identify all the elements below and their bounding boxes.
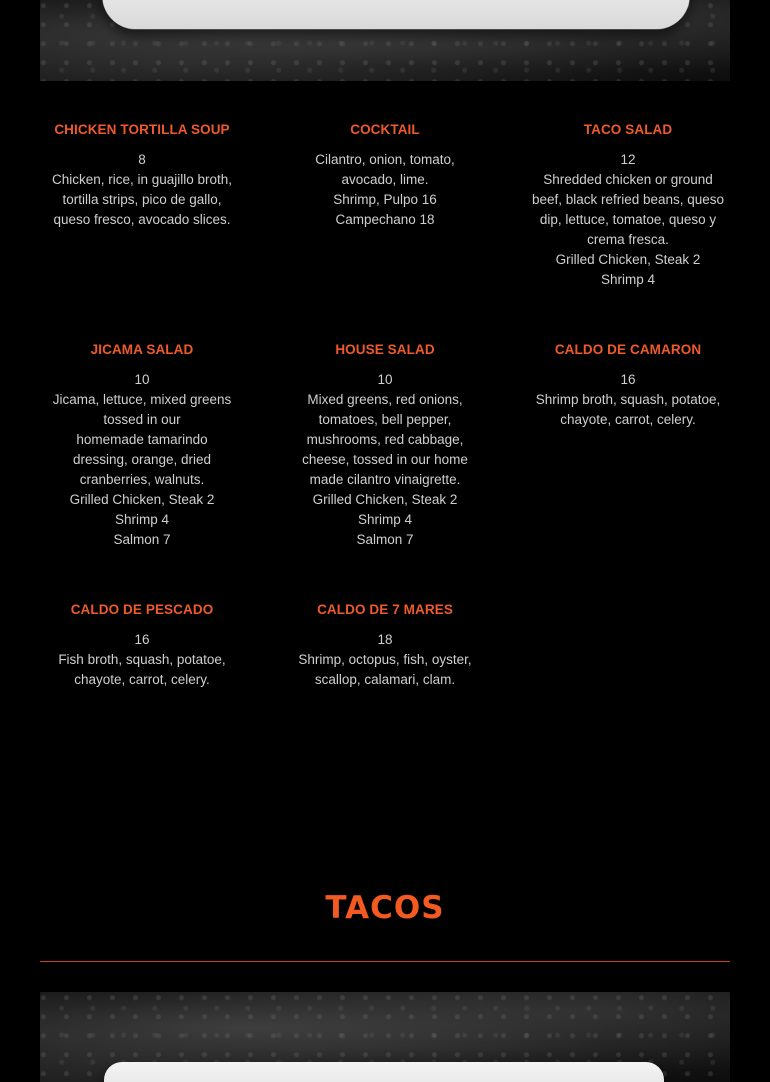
menu-item-title: COCKTAIL	[350, 122, 420, 137]
menu-item-line: Fish broth, squash, potatoe,	[58, 652, 226, 667]
menu-item-price: 18	[377, 632, 393, 647]
menu-item-line: Jicama, lettuce, mixed greens	[52, 392, 232, 407]
menu-item-description	[42, 630, 242, 690]
menu-item-price: 10	[134, 372, 150, 387]
menu-item-line: Mixed greens, red onions,	[307, 392, 463, 407]
menu-item-line: Salmon 7	[356, 532, 414, 547]
menu-item-line: cheese, tossed in our home	[302, 452, 468, 467]
menu-item-title: JICAMA SALAD	[90, 342, 194, 357]
menu-item-chicken-tortilla-soup	[42, 120, 242, 230]
menu-item-line: chayote, carrot, celery.	[74, 672, 210, 687]
menu-item-line: Shrimp, octopus, fish, oyster,	[298, 652, 472, 667]
menu-item-line: beef, black refried beans, queso	[531, 192, 725, 207]
menu-item-description	[528, 150, 728, 290]
plate-image	[98, 0, 693, 29]
menu-item-price: 16	[620, 372, 636, 387]
menu-item-line: Salmon 7	[113, 532, 171, 547]
menu-item-caldo-de-pescado	[42, 600, 242, 690]
menu-item-line: Campechano 18	[335, 212, 435, 227]
menu-item-title: HOUSE SALAD	[335, 342, 435, 357]
menu-item-line: Grilled Chicken, Steak 2	[312, 492, 458, 507]
menu-item-line: avocado, lime.	[341, 172, 429, 187]
menu-item-price: 12	[620, 152, 636, 167]
menu-item-taco-salad	[528, 120, 728, 290]
menu-item-description	[42, 150, 242, 230]
menu-item-price: 8	[138, 152, 146, 167]
menu-item-line: tortilla strips, pico de gallo,	[62, 192, 222, 207]
menu-item-line: Grilled Chicken, Steak 2	[69, 492, 215, 507]
menu-item-line: tomatoes, bell pepper,	[318, 412, 452, 427]
menu-item-cocktail	[285, 120, 485, 230]
menu-item-caldo-de-7-mares	[285, 600, 485, 690]
menu-item-line: mushrooms, red cabbage,	[306, 432, 464, 447]
menu-item-description	[285, 150, 485, 230]
section-title-tacos: TACOS	[325, 890, 445, 926]
menu-item-line: homemade tamarindo	[76, 432, 208, 447]
menu-item-line: dressing, orange, dried	[72, 452, 212, 467]
menu-item-title: TACO SALAD	[583, 122, 673, 137]
menu-item-title: CHICKEN TORTILLA SOUP	[54, 122, 230, 137]
menu-item-title: CALDO DE 7 MARES	[317, 602, 453, 617]
plate-image	[104, 1062, 664, 1082]
menu-item-line: cranberries, walnuts.	[79, 472, 205, 487]
menu-item-house-salad	[285, 340, 485, 550]
menu-item-line: chayote, carrot, celery.	[560, 412, 696, 427]
menu-item-description	[285, 370, 485, 550]
menu-item-line: scallop, calamari, clam.	[314, 672, 456, 687]
menu-item-title: CALDO DE PESCADO	[70, 602, 214, 617]
menu-item-title: CALDO DE CAMARON	[554, 342, 702, 357]
menu-item-line: Cilantro, onion, tomato,	[315, 152, 455, 167]
food-photo-bottom	[40, 992, 730, 1082]
food-photo-top	[40, 0, 730, 81]
menu-item-description	[42, 370, 242, 550]
menu-item-line: crema fresca.	[587, 232, 669, 247]
menu-item-line: Shrimp 4	[600, 272, 656, 287]
menu-item-description	[285, 630, 485, 690]
menu-item-price: 16	[134, 632, 150, 647]
menu-item-description	[528, 370, 728, 430]
menu-item-caldo-de-camaron	[528, 340, 728, 430]
menu-item-line: tossed in our	[103, 412, 181, 427]
menu-item-line: Chicken, rice, in guajillo broth,	[51, 172, 233, 187]
menu-item-line: Shrimp 4	[357, 512, 413, 527]
menu-item-jicama-salad	[42, 340, 242, 550]
menu-item-line: Shrimp 4	[114, 512, 170, 527]
menu-item-line: dip, lettuce, tomatoe, queso y	[539, 212, 717, 227]
menu-item-line: made cilantro vinaigrette.	[309, 472, 461, 487]
menu-item-line: queso fresco, avocado slices.	[53, 212, 231, 227]
menu-item-line: Grilled Chicken, Steak 2	[555, 252, 701, 267]
menu-item-line: Shrimp, Pulpo 16	[333, 192, 437, 207]
menu-item-line: Shrimp broth, squash, potatoe,	[535, 392, 721, 407]
section-divider	[40, 961, 730, 962]
menu-item-price: 10	[377, 372, 393, 387]
menu-item-line: Shredded chicken or ground	[543, 172, 713, 187]
